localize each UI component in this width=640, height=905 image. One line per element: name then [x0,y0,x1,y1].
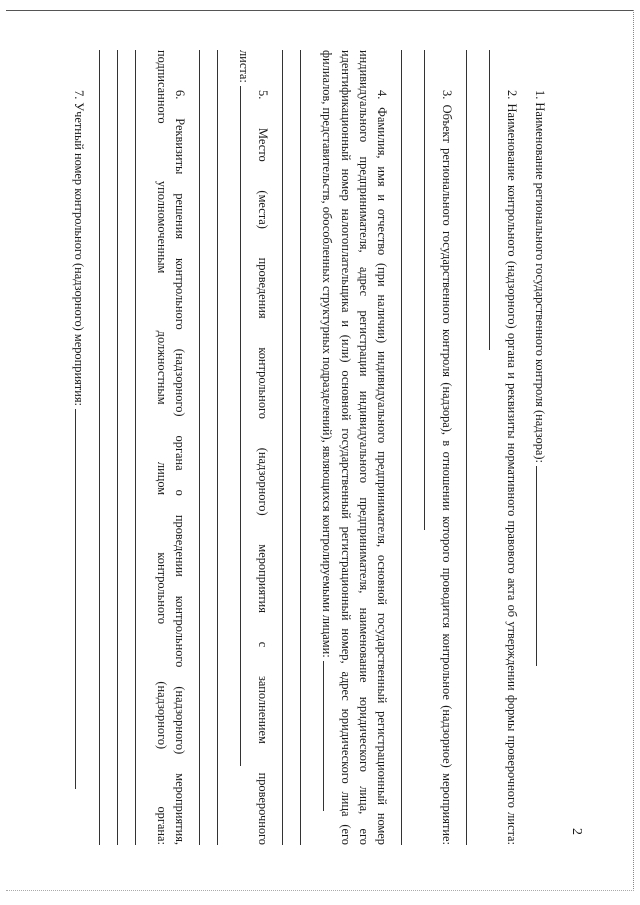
item-1-fill-line[interactable] [536,466,550,666]
item-5-continued [235,50,254,845]
item-1 [531,50,550,845]
item-6-blank-line-3[interactable] [99,50,117,845]
item-5-blank-line-2[interactable] [199,50,217,845]
item-5-text-b: листа: [237,50,251,83]
item-7-text: 7. Учетный номер контрольного (надзорного) мероприятия: [72,90,86,406]
bottom-border [6,890,634,891]
right-border [633,10,634,891]
item-4-blank-line-2[interactable] [282,50,300,845]
item-5 [254,50,272,845]
item-2 [484,50,521,845]
item-2-blank-line[interactable] [466,50,484,845]
item-7 [70,50,89,845]
item-6-continued [153,50,171,845]
item-5-text-a: 5. Место (места) проведения контрольного (надзорного) мероприятия с заполнением проверочного [256,90,270,845]
item-1-text: 1. Наименование регионального государственного контроля (надзора): [533,90,547,463]
item-6-blank-line-2[interactable] [117,50,135,845]
item-2-text: 2. Наименование контрольного (надзорного) органа и реквизиты нормативного правового акта об утверждении формы проверочного листа: [505,90,519,845]
page-number: 2 [569,828,584,835]
rotated-form-content [40,50,550,845]
item-4-text: 4. Фамилия, имя и отчество (при наличии) индивидуального предпринимателя, основной государственный регистрационный номер индивидуального предпринимателя, адрес регистрации индивидуального предпринимателя, наименование юридического лица, его идентификационный номер налогоплательщика и (или) основной государственный регистрационный номер, адрес юридического лица (его филиалов, представительств, обособленных структурных подразделений), являющихся контролируемыми лицами: [320,50,389,845]
item-6-text-a: 6. Реквизиты решения контрольного (надзорного) органа о проведении контрольного (надзорного) мероприятия, [173,90,187,845]
item-6 [171,50,189,845]
item-6-blank-line-1[interactable] [135,50,153,845]
top-border [6,10,634,11]
item-3-text: 3. Объект регионального государственного контроля (надзора), в отношении которого проводится контрольное (надзорное) мероприятие: [440,90,454,845]
item-7-fill-line[interactable] [75,409,89,789]
item-3-fill-line[interactable] [424,50,438,530]
item-4-fill-line[interactable] [323,661,337,811]
item-2-fill-line[interactable] [489,50,503,350]
item-4 [318,50,391,845]
item-5-fill-line[interactable] [240,86,254,766]
item-3 [419,50,456,845]
item-5-blank-line-1[interactable] [217,50,235,845]
item-4-blank-line-1[interactable] [300,50,318,845]
item-6-text-b: подписанного уполномоченным должностным лицом контрольного (надзорного) органа: [155,50,169,845]
item-3-blank-line[interactable] [401,50,419,845]
